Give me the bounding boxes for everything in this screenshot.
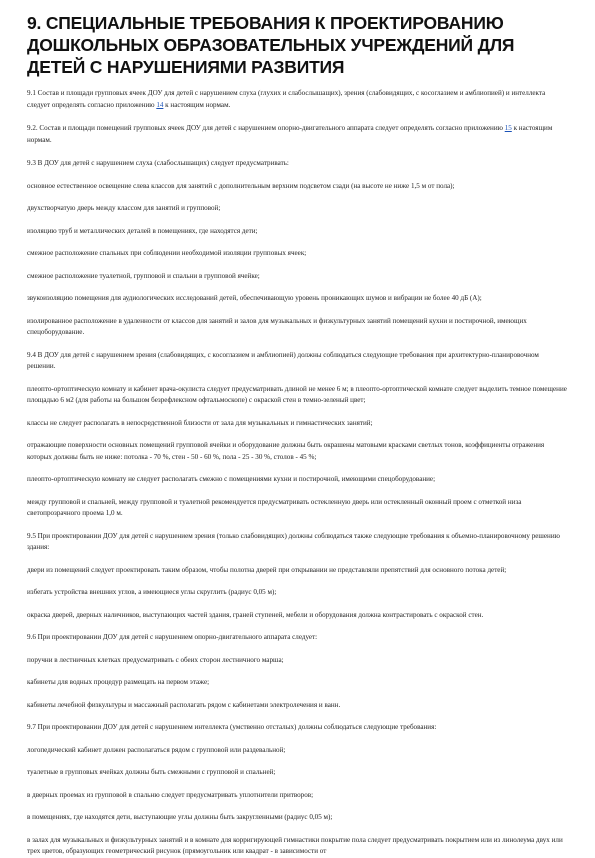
appendix-14-link[interactable]: 14 bbox=[156, 100, 164, 109]
paragraph-text: 9.2. Состав и площади помещений групповых ячеек ДОУ для детей с нарушением опорно-двигательного аппарата следует определять согласно приложению bbox=[27, 124, 505, 132]
list-item: изолированное расположение в удаленности от классов для занятий и залов для музыкальных и физкультурных занятий помещений кухни и постирочной, имеющих спецоборудование. bbox=[27, 316, 527, 336]
list-item: между групповой и спальней, между групповой и туалетной рекомендуется предусматривать остекленную дверь или остекленный оконный проем с отметкой низа светопрозрачного проема 1,0 м. bbox=[27, 497, 522, 517]
paragraph-9-6-heading: 9.6 При проектировании ДОУ для детей с нарушением опорно-двигательного аппарата следует: bbox=[27, 633, 318, 641]
paragraph-text: к настоящим нормам. bbox=[27, 124, 553, 144]
list-item: отражающие поверхности основных помещений групповой ячейки и оборудование должны быть окрашены матовыми красками светлых тонов, коэффициенты отражения которых должны быть не ниже: потолка - 70 %, стен - 50 - 60 %, пола - 25 - 30 %, столов - 45 %; bbox=[27, 441, 545, 461]
list-item: окраска дверей, дверных наличников, выступающих частей здания, граней ступеней, мебели и оборудования должна контрастировать с окраской стен. bbox=[27, 610, 484, 619]
list-item: в дверных проемах из групповой в спальню следует предусматривать уплотнители притворов; bbox=[27, 790, 314, 799]
paragraph-text: к настоящим нормам. bbox=[163, 100, 231, 109]
list-item: плеопто-ортоптическую комнату и кабинет врача-окулиста следует предусматривать длиной не менее 6 м; в плеопто-ортоптической комнате следует выделить темное помещение площадью 6 м2 (для работы на большом безрефлексном офтальмоскопе) с окраской стен в темно-зеленый цвет; bbox=[27, 384, 567, 404]
list-item: двухстворчатую дверь между классом для занятий и групповой; bbox=[27, 204, 221, 212]
list-item: кабинеты лечебной физкультуры и массажный располагать рядом с кабинетами электролечения и ванн. bbox=[27, 700, 341, 709]
paragraph-9-5-heading: 9.5 При проектировании ДОУ для детей с нарушением зрения (только слабовидящих) должны соблюдаться также следующие требования к объемно-планировочному решению здания: bbox=[27, 531, 560, 551]
paragraph-text: 9.1 Состав и площади групповых ячеек ДОУ для детей с нарушением слуха (глухих и слабослышащих), зрения (слабовидящих, с косоглазием и амблиопией) и интеллекта следует определять согласно приложению bbox=[27, 89, 546, 109]
list-item: смежное расположение спальных при соблюдении необходимой изоляции групповых ячеек; bbox=[27, 249, 307, 257]
paragraph-9-7-heading: 9.7 При проектировании ДОУ для детей с нарушением интеллекта (умственно отсталых) должны соблюдаться следующие требования: bbox=[27, 723, 437, 731]
list-item: звукоизоляцию помещения для аудиологических исследований детей, обеспечивающую уровень проникающих шумов и вибрации не более 40 дБ (А); bbox=[27, 294, 482, 302]
list-item: логопедический кабинет должен располагаться рядом с групповой или раздевальной; bbox=[27, 745, 286, 754]
paragraph-9-3-heading: 9.3 В ДОУ для детей с нарушением слуха (слабослышащих) следует предусматривать: bbox=[27, 159, 289, 167]
document-page bbox=[27, 12, 568, 858]
list-item: в помещениях, где находятся дети, выступающие углы должны быть закругленными (радиус 0,05 м); bbox=[27, 813, 333, 821]
paragraph-9-4-heading: 9.4 В ДОУ для детей с нарушением зрения (слабовидящих, с косоглазием и амблиопией) должны соблюдаться следующие требования при архитектурно-планировочном решении. bbox=[27, 350, 539, 370]
list-item: смежное расположение туалетной, групповой и спальни в групповой ячейке; bbox=[27, 271, 260, 280]
list-item: изоляцию труб и металлических деталей в помещениях, где находятся дети; bbox=[27, 226, 258, 235]
page-title: 9. СПЕЦИАЛЬНЫЕ ТРЕБОВАНИЯ К ПРОЕКТИРОВАНИЮ ДОШКОЛЬНЫХ ОБРАЗОВАТЕЛЬНЫХ УЧРЕЖДЕНИЙ ДЛЯ ДЕТЕЙ С НАРУШЕНИЯМИ РАЗВИТИЯ bbox=[27, 13, 515, 77]
list-item: классы не следует располагать в непосредственной близости от зала для музыкальных и гимнастических занятий; bbox=[27, 418, 373, 427]
list-item: плеопто-ортоптическую комнату не следует располагать смежно с помещениями кухни и постирочной, имеющими спецоборудование; bbox=[27, 475, 436, 483]
list-item: поручни в лестничных клетках предусматривать с обеих сторон лестничного марша; bbox=[27, 655, 284, 664]
list-item: двери из помещений следует проектировать таким образом, чтобы полотна дверей при открывании не представляли препятствий для основного потока детей; bbox=[27, 565, 507, 574]
appendix-15-link[interactable]: 15 bbox=[504, 124, 512, 132]
list-item: туалетные в групповых ячейках должны быть смежными с групповой и спальней; bbox=[27, 768, 276, 776]
list-item: кабинеты для водных процедур размещать на первом этаже; bbox=[27, 678, 210, 686]
paragraph-9-1 bbox=[27, 88, 568, 111]
paragraph-9-2 bbox=[27, 123, 568, 146]
list-item: в залах для музыкальных и физкультурных занятий и в комнате для корригирующей гимнастики покрытие пола следует предусматривать покрытием или из линолеума двух или трех цветов, образующих геометрический рисунок (прямоугольник или квадрат - в зависимости от bbox=[27, 835, 563, 855]
list-item: основное естественное освещение слева классов для занятий с дополнительным верхним подсветом сзади (на высоте не ниже 1,5 м от пола); bbox=[27, 181, 455, 190]
list-item: избегать устройства внешних углов, а имеющиеся углы скруглить (радиус 0,05 м); bbox=[27, 588, 277, 596]
